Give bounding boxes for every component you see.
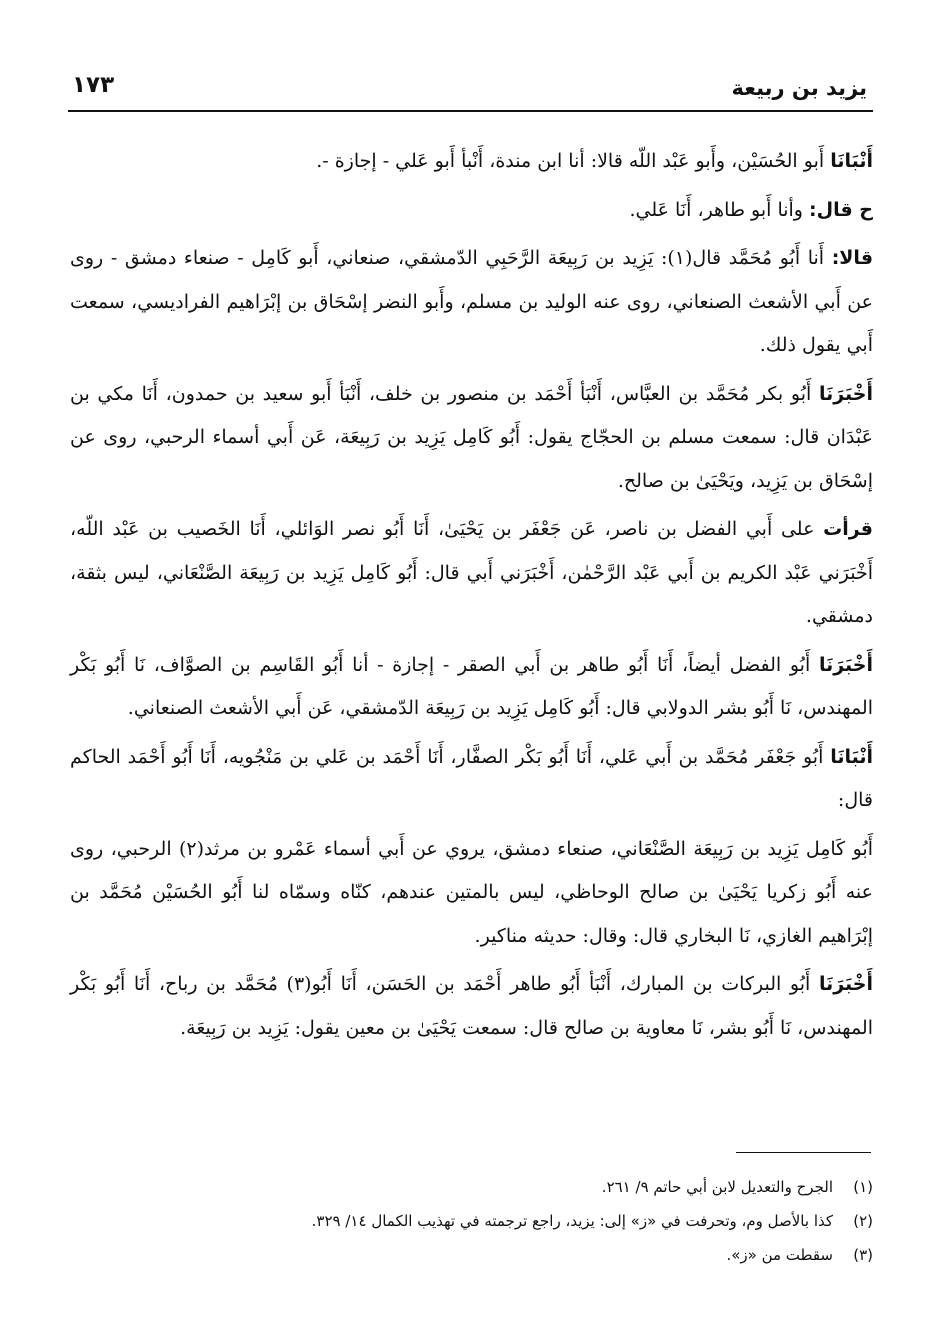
footnote-number: (٢)	[853, 1212, 873, 1230]
paragraph-lead: أَخْبَرَنَا	[818, 653, 873, 676]
footnote-text: كذا بالأصل وم، وتحرفت في «ز» إلى: يزيد، راجع ترجمته في تهذيب الكمال ١٤/ ٣٢٩.	[311, 1212, 833, 1230]
paragraph-text: وأنا أَبو طاهر، أَنَا عَلي.	[629, 198, 810, 221]
page-number: ١٧٣	[72, 72, 115, 98]
paragraph	[70, 373, 873, 504]
footnote	[70, 1170, 873, 1204]
footnote-number: (١)	[853, 1178, 873, 1196]
running-title: يزيد بن ربيعة	[731, 76, 867, 100]
paragraph-lead: أَنْبَانَا	[830, 745, 873, 768]
paragraph-lead: أَنْبَانَا	[830, 150, 873, 172]
paragraph-lead: قرأت	[823, 518, 873, 540]
paragraph-lead: قالا:	[831, 247, 874, 269]
paragraph-text: أَبُو البركات بن المبارك، أَنْبَأ أَبُو طاهر أَحْمَد بن الحَسَن، أَنَا أَبُو(٣) مُحَمَّد بن رباح، أَنَا أَبُو بَكْر المهندس، نَا أَبُو بشر، نَا معاوية بن صالح قال: سمعت يَحْيَىٰ بن معين يقول: يَزِيد بن رَبِيعَة.	[70, 973, 873, 1039]
footnote	[70, 1204, 873, 1238]
paragraph	[70, 508, 873, 639]
footnote-text: سقطت من «ز».	[726, 1246, 833, 1264]
paragraph	[70, 736, 873, 823]
paragraph-text: أَبُو جَعْفَر مُحَمَّد بن أَبي عَلي، أَنَا أَبُو بَكْر الصفَّار، أَنَا أَحْمَد بن عَلي بن مَنْجُويه، أَنَا أَبُو أَحْمَد الحاكم قال:	[70, 745, 873, 811]
main-text	[70, 140, 873, 1055]
paragraph	[70, 963, 873, 1050]
paragraph-text: أَبُو الفضل أيضاً، أَنَا أَبُو طاهر بن أَبي الصقر - إجازة - أنا أَبُو القَاسِم بن الصوَّاف، نَا أَبُو بَكْر المهندس، نَا أَبُو بشر الدولابي قال: أَبُو كَامِل يَزِيد بن رَبِيعَة الدّمشقي، عَن أَبي الأشعث الصنعاني.	[70, 653, 873, 719]
page-header	[68, 70, 873, 112]
paragraph	[70, 828, 873, 959]
paragraph-lead: أَخْبَرَنَا	[818, 973, 873, 995]
footnote-divider	[736, 1152, 871, 1153]
paragraph	[70, 644, 873, 731]
footnote	[70, 1238, 873, 1272]
paragraph-text: أَبُو كَامِل يَزِيد بن رَبِيعَة الصَّنْعَاني، صنعاء دمشق، يروي عن أَبي أسماء عَمْرو بن مرثد(٢) الرحبي، روى عنه أَبُو زكريا يَحْيَىٰ بن صالح الوحاظي، ليس بالمتين عندهم، كنّاه وسمّاه لنا أَبُو الحُسَيْن مُحَمَّد بن إبْرَاهيم الغازي، نَا البخاري قال: وقال: حديثه مناكير.	[70, 837, 873, 947]
paragraph-lead: أَخْبَرَنَا	[818, 382, 873, 405]
paragraph	[70, 189, 873, 233]
footnote-number: (٣)	[853, 1246, 873, 1264]
footnote-text: الجرح والتعديل لابن أبي حاتم ٩/ ٢٦١.	[601, 1178, 833, 1196]
footnotes	[70, 1170, 873, 1272]
paragraph	[70, 237, 873, 368]
paragraph	[70, 140, 873, 184]
paragraph-text: على أَبي الفضل بن ناصر، عَن جَعْفَر بن يَحْيَىٰ، أَنَا أَبُو نصر الوَائلي، أَنَا الخَصيب بن عَبْد اللّه، أَخْبَرَني عَبْد الكريم بن أَبي عَبْد الرَّحْمٰن، أَخْبَرَني أَبي قال: أَبُو كَامِل يَزِيد بن رَبِيعَة الصَّنْعَاني، ليس بثقة، دمشقي.	[70, 518, 873, 627]
paragraph-text: أَنا أَبُو مُحَمَّد قال(١): يَزِيد بن رَبِيعَة الرَّحَبِي الدّمشقي، صنعاني، أَبو كَامِل - صنعاء دمشق - روى عن أَبي الأشعث الصنعاني، روى عنه الوليد بن مسلم، وأَبو النضر إسْحَاق بن إبْرَاهيم الفراديسي، سمعت أَبي يقول ذلك.	[70, 247, 873, 356]
paragraph-lead: ح قال:	[809, 198, 873, 221]
paragraph-text: أَبُو بكر مُحَمَّد بن العبَّاس، أَنْبَأ أَحْمَد بن منصور بن خلف، أَنْبَأ أَبو سعيد بن حمدون، أَنَا مكي بن عَبْدَان قال: سمعت مسلم بن الحجّاج يقول: أَبُو كَامِل يَزِيد بن رَبِيعَة، عَن أَبي أسماء الرحبي، روى عن إسْحَاق بن يَزِيد، ويَحْيَىٰ بن صالح.	[70, 382, 873, 492]
paragraph-text: أَبو الحُسَيْن، وأَبو عَبْد اللّه قالا: أنا ابن مندة، أَنْبأ أَبو عَلي - إجازة -.	[316, 150, 831, 172]
